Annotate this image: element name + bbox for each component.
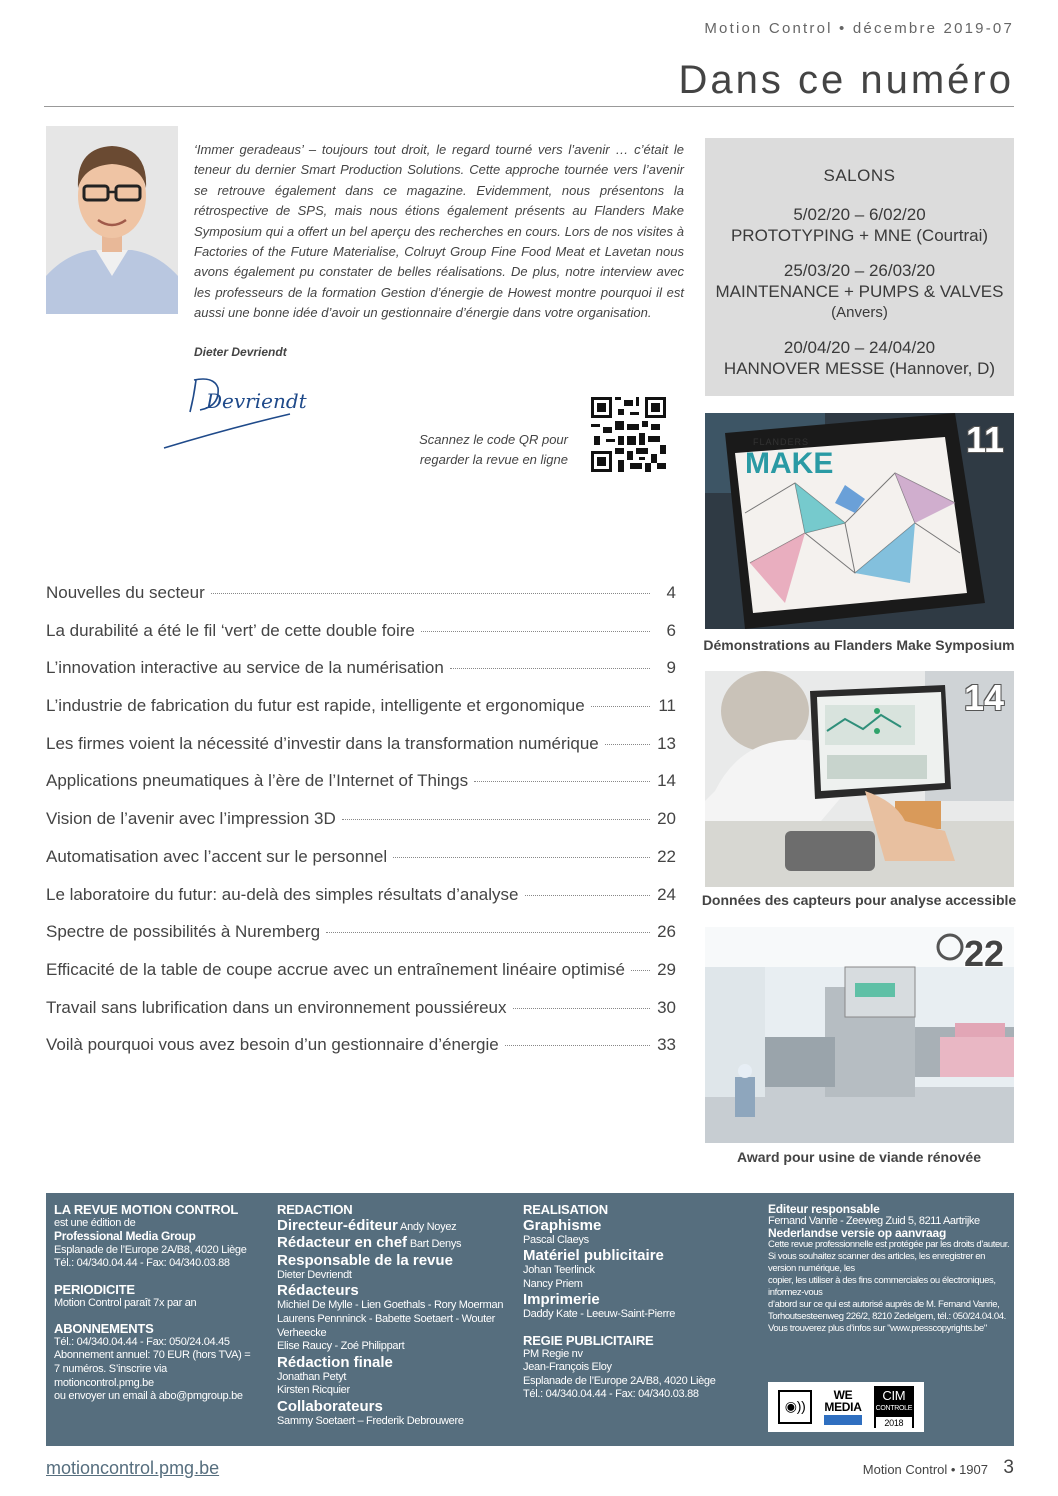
toc-page: 9 xyxy=(666,658,676,678)
toc-leader xyxy=(513,1008,650,1009)
colophon-heading: REGIE PUBLICITAIRE xyxy=(523,1332,654,1348)
we-media-logo-text: WE xyxy=(833,1388,853,1402)
salon-name: HANNOVER MESSE (Hannover, D) xyxy=(723,359,996,378)
toc-entry[interactable] xyxy=(46,809,676,847)
editor-signature xyxy=(160,372,330,452)
toc-title: La durabilité a été le fil ‘vert’ de cette double foire xyxy=(46,620,415,640)
toc-entry[interactable] xyxy=(46,621,676,659)
colophon-line: est une édition de xyxy=(54,1216,136,1229)
colophon-heading: REDACTION xyxy=(277,1202,353,1217)
flanders-sign-text: FLANDERS xyxy=(753,437,810,447)
colophon-line: Fernand Vanrie - Zeeweg Zuid 5, 8211 Aartrijke xyxy=(768,1215,980,1227)
editorial-text: ‘Immer geradeaus’ – toujours tout droit, le regard tourné vers l’avenir … c’était le teneur du dernier Smart Production Solutions. Cette approche tournée vers l’avenir se retrouve également dans ce magazine. Evidemment, nous présentons la rétrospective de SPS, mais nous étions également présents au Flanders Make Symposium qui a offert un bel aperçu des recherches en cours. Lors de nos visites à Factories of the Future Materialise, Colruyt Group Fine Food Meat et Lavetan nous avons également pu constater de belles réalisations. De plus, notre interview avec les professeurs de la formation Gestion d’énergie de Howest montre pourquoi il est aussi une bonne idée d’avoir un gestionnaire d’énergie dans votre organisation. xyxy=(194,142,684,321)
footer-issue: Motion Control • 1907 xyxy=(862,1462,988,1477)
we-media-logo xyxy=(824,1389,861,1425)
colophon-line: Cette revue professionnelle est protégée par les droits d’auteur. xyxy=(768,1239,1010,1250)
toc-page: 24 xyxy=(657,884,676,904)
toc-title: Efficacité de la table de coupe accrue avec un entraînement linéaire optimisé xyxy=(46,959,625,979)
salon-item xyxy=(705,337,1014,379)
colophon-line: copier, les utiliser à des fins commerciales ou électroniques, informez-vous xyxy=(768,1275,996,1298)
feature-caption: Démonstrations au Flanders Make Symposium xyxy=(703,637,1015,653)
website-link[interactable]: motioncontrol.pmg.be xyxy=(46,1458,220,1478)
toc-leader xyxy=(631,970,650,971)
editor-portrait xyxy=(46,126,178,314)
toc-leader xyxy=(525,895,651,896)
colophon-line: Tél.: 04/340.04.44 - Fax: 050/24.04.45 xyxy=(54,1335,230,1348)
colophon-line: Esplanade de l’Europe 2A/B8, 4020 Liège xyxy=(523,1374,716,1387)
colophon-role: Responsable de la revue xyxy=(277,1251,453,1269)
colophon-person: Kirsten Ricquier xyxy=(277,1384,350,1397)
toc-page: 29 xyxy=(657,959,676,979)
toc-leader xyxy=(505,1045,650,1046)
colophon-role: Directeur-éditeur xyxy=(277,1216,398,1234)
toc-entry[interactable] xyxy=(46,998,676,1036)
toc-leader xyxy=(211,593,650,594)
toc-entry[interactable] xyxy=(46,885,676,923)
salons-box xyxy=(705,138,1014,396)
toc-page: 11 xyxy=(658,696,676,716)
colophon-role: Collaborateurs xyxy=(277,1397,383,1415)
page-number-badge: 11 xyxy=(965,419,1004,460)
salon-dates: 25/03/20 – 26/03/20 xyxy=(783,261,936,280)
colophon-person: Laurens Pennninck - Babette Soetaert - Wouter Verheecke xyxy=(277,1312,496,1339)
salon-place: (Anvers) xyxy=(831,304,888,321)
salon-dates: 5/02/20 – 6/02/20 xyxy=(793,205,926,224)
colophon-heading: ABONNEMENTS xyxy=(54,1321,154,1337)
cim-logo-year: 2018 xyxy=(876,1417,912,1430)
feature-photo-meat-factory[interactable] xyxy=(705,927,1014,1143)
colophon-line: d’abord sur ce qui est autorisé auprès de M. Fernand Vanrie, xyxy=(768,1299,1000,1310)
salon-item xyxy=(705,260,1014,323)
colophon-person: Andy Noyez xyxy=(400,1220,457,1233)
toc-entry[interactable] xyxy=(46,658,676,696)
toc-entry[interactable] xyxy=(46,960,676,998)
toc-leader xyxy=(591,706,650,707)
colophon-person: Bart Denys xyxy=(409,1238,462,1251)
colophon-heading: Editeur responsable xyxy=(768,1202,880,1216)
colophon-line: Esplanade de l’Europe 2A/B8, 4020 Liège xyxy=(54,1243,247,1256)
qr-line-1: Scannez le code QR pour xyxy=(419,432,568,447)
toc-leader xyxy=(474,781,650,782)
issue-line: Motion Control • décembre 2019-07 xyxy=(704,20,1014,37)
colophon-publisher xyxy=(54,1203,269,1404)
colophon-line: Si vous souhaitez scanner des articles, les enregistrer en version numérique, les xyxy=(768,1251,986,1274)
colophon-heading: REALISATION xyxy=(523,1202,608,1217)
toc-page: 33 xyxy=(657,1035,676,1055)
colophon-line: Abonnement annuel: 70 EUR (hors TVA) = xyxy=(54,1349,251,1362)
header-divider xyxy=(44,106,1014,107)
toc-entry[interactable] xyxy=(46,922,676,960)
colophon-person: Dieter Devriendt xyxy=(277,1268,352,1281)
toc-entry[interactable] xyxy=(46,771,676,809)
toc-title: Voilà pourquoi vous avez besoin d’un gestionnaire d’énergie xyxy=(46,1035,499,1055)
colophon-role: Rédaction finale xyxy=(277,1353,393,1371)
toc-entry[interactable] xyxy=(46,696,676,734)
colophon-line: Vous trouverez plus d’infos sur "www.presscopyrights.be" xyxy=(768,1323,987,1334)
colophon-person: Johan Teerlinck xyxy=(523,1264,595,1277)
colophon-role: Matériel publicitaire xyxy=(523,1247,664,1265)
colophon-line: Professional Media Group xyxy=(54,1229,196,1244)
we-media-logo-text: MEDIA xyxy=(824,1400,862,1414)
page-title: Dans ce numéro xyxy=(678,58,1014,102)
colophon-legal xyxy=(768,1203,1010,1335)
sound-icon: ◉)) xyxy=(778,1390,812,1424)
toc-title: L’innovation interactive au service de la numérisation xyxy=(46,658,444,678)
colophon-role: Graphisme xyxy=(523,1216,602,1234)
cim-logo xyxy=(874,1386,914,1428)
toc-title: Le laboratoire du futur: au-delà des simples résultats d’analyse xyxy=(46,884,519,904)
toc-title: Spectre de possibilités à Nuremberg xyxy=(46,922,321,942)
toc-page: 13 xyxy=(657,733,676,753)
colophon-line: ou envoyer un email à abo@pmgroup.be xyxy=(54,1390,243,1403)
colophon-person: Pascal Claeys xyxy=(523,1233,589,1246)
qr-instruction xyxy=(400,430,568,470)
feature-caption: Données des capteurs pour analyse accessible xyxy=(701,892,1017,908)
salon-name: MAINTENANCE + PUMPS & VALVES xyxy=(715,282,1004,301)
certification-logos xyxy=(768,1382,924,1432)
colophon-line: Motion Control paraît 7x par an xyxy=(54,1296,197,1309)
salons-title: SALONS xyxy=(823,166,896,185)
qr-line-2: regarder la revue en ligne xyxy=(419,452,568,467)
toc-leader xyxy=(421,631,650,632)
page-number: 3 xyxy=(1003,1457,1014,1478)
qr-code[interactable] xyxy=(591,397,666,472)
colophon-person: Jonathan Petyt xyxy=(277,1370,347,1383)
toc-page: 20 xyxy=(657,809,676,829)
colophon-person: Nancy Priem xyxy=(523,1277,583,1290)
make-logo-text: MAKE xyxy=(745,447,834,480)
colophon-line: PM Regie nv xyxy=(523,1347,583,1360)
cim-logo-text: CIM xyxy=(882,1388,906,1403)
toc-title: Vision de l’avenir avec l’impression 3D xyxy=(46,809,336,829)
colophon-role: Imprimerie xyxy=(523,1291,600,1309)
colophon-line: Jean-François Eloy xyxy=(523,1361,612,1374)
colophon-heading: LA REVUE MOTION CONTROL xyxy=(54,1202,239,1217)
toc-entry[interactable] xyxy=(46,583,676,621)
colophon-person: Daddy Kate - Leeuw-Saint-Pierre xyxy=(523,1308,676,1321)
toc-leader xyxy=(326,932,650,933)
toc-page: 4 xyxy=(666,583,676,602)
colophon-person: Michiel De Mylle - Lien Goethals - Rory Moerman xyxy=(277,1299,504,1312)
colophon-line: Tél.: 04/340.04.44 - Fax: 04/340.03.88 xyxy=(54,1257,230,1270)
salon-item xyxy=(705,204,1014,246)
toc-title: Applications pneumatiques à l’ère de l’Internet of Things xyxy=(46,771,469,791)
colophon-heading: PERIODICITE xyxy=(54,1281,135,1297)
page-number-badge: 22 xyxy=(963,933,1004,974)
toc-page: 22 xyxy=(657,846,676,866)
salon-dates: 20/04/20 – 24/04/20 xyxy=(783,338,936,357)
toc-title: Les firmes voient la nécessité d’investir dans la transformation numérique xyxy=(46,733,599,753)
toc-title: Automatisation avec l’accent sur le personnel xyxy=(46,846,388,866)
toc-leader xyxy=(450,668,650,669)
toc-leader xyxy=(342,819,650,820)
toc-page: 26 xyxy=(657,922,676,942)
table-of-contents xyxy=(46,583,676,1073)
colophon-person: Elise Raucy - Zoé Philippart xyxy=(277,1340,405,1353)
toc-entry[interactable] xyxy=(46,847,676,885)
colophon-realisation xyxy=(523,1203,763,1402)
toc-leader xyxy=(393,857,650,858)
toc-leader xyxy=(605,744,650,745)
toc-title: L’industrie de fabrication du futur est rapide, intelligente et ergonomique xyxy=(46,696,585,716)
colophon-role: Rédacteurs xyxy=(277,1282,359,1300)
colophon-line: Tél.: 04/340.04.44 - Fax: 04/340.03.88 xyxy=(523,1388,699,1401)
cim-logo-subtext: CONTROLE xyxy=(875,1405,913,1412)
toc-entry[interactable] xyxy=(46,1035,676,1073)
feature-photo-flanders-make[interactable] xyxy=(705,413,1014,629)
colophon-redaction xyxy=(277,1203,517,1429)
toc-title: Travail sans lubrification dans un environnement poussiéreux xyxy=(46,997,507,1017)
colophon-role: Rédacteur en chef xyxy=(277,1234,408,1252)
colophon-heading: Nederlandse versie op aanvraag xyxy=(768,1226,947,1240)
toc-page: 6 xyxy=(666,620,676,640)
page-number-badge: 14 xyxy=(963,677,1004,718)
colophon-line: Torhoutsesteenweg 226/2, 8210 Zedelgem, tél.: 050/24.04.04. xyxy=(768,1311,1006,1322)
toc-entry[interactable] xyxy=(46,734,676,772)
feature-photo-sensors[interactable] xyxy=(705,671,1014,887)
toc-page: 30 xyxy=(657,997,676,1017)
colophon-line: 7 numéros. S’inscrire via motioncontrol.pmg.be xyxy=(54,1362,167,1389)
toc-title: Nouvelles du secteur xyxy=(46,583,205,602)
signature-text: Devriendt xyxy=(206,389,307,413)
colophon-person: Sammy Soetaert – Frederik Debrouwere xyxy=(277,1414,464,1427)
feature-caption: Award pour usine de viande rénovée xyxy=(736,1149,982,1165)
salon-name: PROTOTYPING + MNE (Courtrai) xyxy=(730,226,989,245)
editorial-author: Dieter Devriendt xyxy=(194,345,287,359)
toc-page: 14 xyxy=(657,771,676,791)
colophon xyxy=(46,1193,1014,1446)
